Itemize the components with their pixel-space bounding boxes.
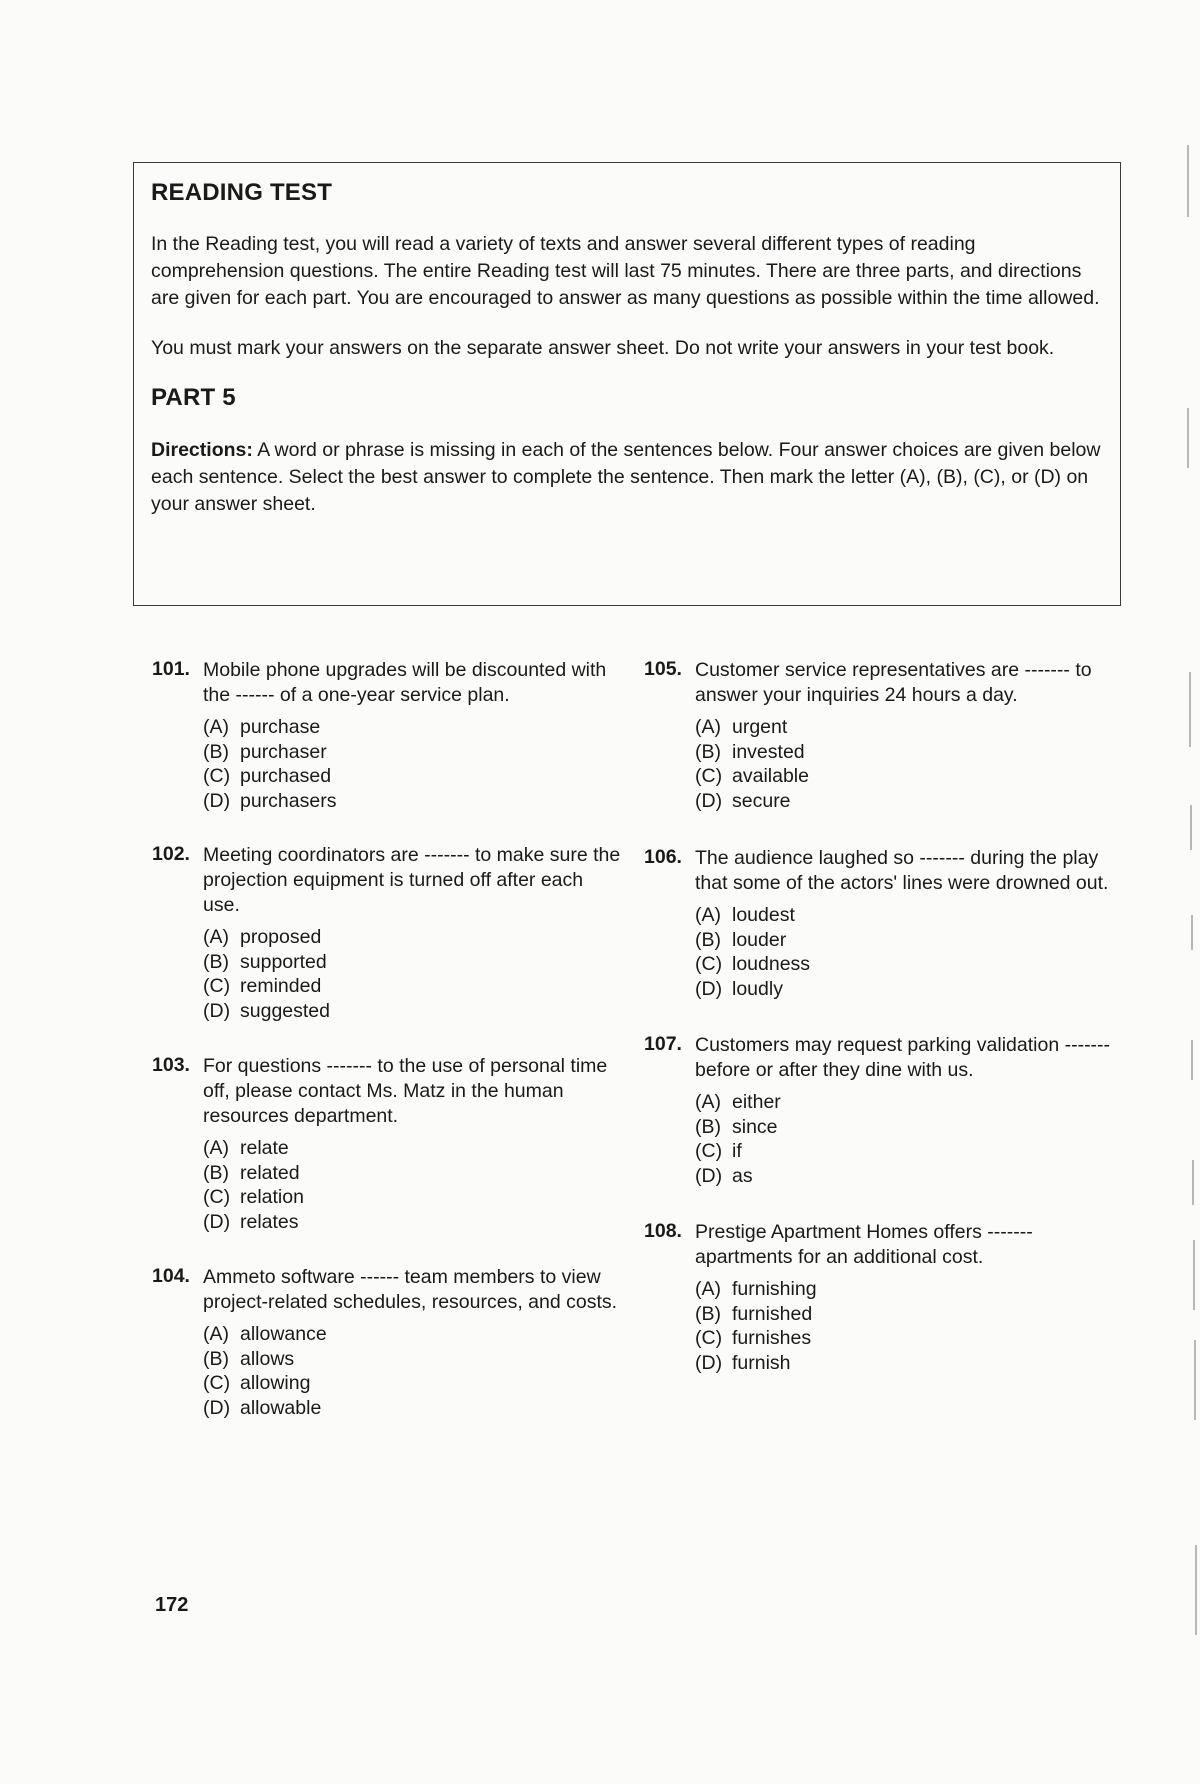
answer-options xyxy=(203,715,622,813)
question-number: 103. xyxy=(152,1054,190,1076)
question-106 xyxy=(644,846,1114,1001)
scan-edge-mark xyxy=(1187,408,1189,468)
answer-option[interactable] xyxy=(695,789,1114,814)
option-letter: (D) xyxy=(695,1351,723,1374)
option-letter: (D) xyxy=(203,789,231,812)
page-number: 172 xyxy=(155,1594,189,1616)
answer-option[interactable] xyxy=(695,952,1114,977)
option-text: purchaser xyxy=(240,740,327,763)
answer-options xyxy=(695,1090,1114,1188)
answer-option[interactable] xyxy=(203,950,622,975)
option-letter: (A) xyxy=(695,716,721,738)
option-letter: (D) xyxy=(203,999,231,1022)
answer-option[interactable] xyxy=(203,1161,622,1186)
option-text: purchase xyxy=(240,716,321,738)
question-number: 102. xyxy=(152,843,190,865)
question-number: 101. xyxy=(152,658,190,680)
answer-option[interactable] xyxy=(695,764,1114,789)
answer-option[interactable] xyxy=(695,1164,1114,1189)
reading-test-intro-box xyxy=(133,162,1121,606)
question-105 xyxy=(644,658,1114,813)
option-text: furnished xyxy=(732,1302,813,1325)
option-letter: (B) xyxy=(695,740,721,763)
answer-option[interactable] xyxy=(203,789,622,814)
option-letter: (B) xyxy=(203,1347,229,1370)
scan-edge-mark xyxy=(1194,1340,1196,1420)
question-stem: For questions ------- to the use of personal time off, please contact Ms. Matz in the human resources department. xyxy=(203,1055,608,1127)
answer-option[interactable] xyxy=(695,903,1114,928)
option-text: proposed xyxy=(240,926,322,948)
option-text: as xyxy=(732,1164,753,1187)
question-stem: Customer service representatives are ------- to answer your inquiries 24 hours a day. xyxy=(695,659,1092,706)
answer-option[interactable] xyxy=(203,999,622,1024)
option-letter: (D) xyxy=(203,1396,231,1419)
question-stem: Prestige Apartment Homes offers ------- apartments for an additional cost. xyxy=(695,1221,1033,1268)
scan-edge-mark xyxy=(1191,1040,1193,1080)
question-number: 108. xyxy=(644,1220,682,1242)
question-stem: The audience laughed so ------- during the play that some of the actors' lines were drowned out. xyxy=(695,847,1109,894)
question-number: 105. xyxy=(644,658,682,680)
question-107 xyxy=(644,1033,1114,1188)
answer-options xyxy=(695,903,1114,1001)
answer-option[interactable] xyxy=(203,1347,622,1372)
option-letter: (B) xyxy=(203,1161,229,1184)
scan-edge-mark xyxy=(1195,1545,1197,1635)
option-letter: (D) xyxy=(695,977,723,1000)
scan-edge-mark xyxy=(1193,1240,1195,1310)
questions-column-right xyxy=(644,658,1114,1375)
option-letter: (D) xyxy=(203,1210,231,1233)
question-number: 104. xyxy=(152,1265,190,1287)
reading-test-title: READING TEST xyxy=(151,179,333,206)
option-text: purchased xyxy=(240,765,332,787)
answer-option[interactable] xyxy=(695,1326,1114,1351)
answer-option[interactable] xyxy=(695,977,1114,1002)
directions-text: A word or phrase is missing in each of the sentences below. Four answer choices are given below each sentence. Select the best answer to complete the sentence. Then mark the letter (A), (B), (C), or (D) on your answer sheet. xyxy=(151,439,1101,515)
answer-sheet-paragraph: You must mark your answers on the separate answer sheet. Do not write your answers in your test book. xyxy=(151,337,1055,359)
option-text: purchasers xyxy=(240,789,337,812)
answer-option[interactable] xyxy=(695,928,1114,953)
option-text: loudness xyxy=(732,953,811,975)
option-letter: (A) xyxy=(203,716,229,738)
option-letter: (A) xyxy=(203,1323,229,1345)
option-text: since xyxy=(732,1115,778,1138)
answer-option[interactable] xyxy=(203,1210,622,1235)
option-letter: (C) xyxy=(695,1327,723,1349)
question-stem: Meeting coordinators are ------- to make sure the projection equipment is turned off after each use. xyxy=(203,844,621,916)
option-text: invested xyxy=(732,740,805,763)
option-text: allowance xyxy=(240,1323,327,1345)
option-letter: (C) xyxy=(695,765,723,787)
scan-edge-mark xyxy=(1189,672,1191,747)
question-102 xyxy=(152,843,622,1023)
option-text: louder xyxy=(732,928,787,951)
answer-option[interactable] xyxy=(203,974,622,999)
question-stem: Mobile phone upgrades will be discounted with the ------ of a one-year service plan. xyxy=(203,659,607,706)
question-104 xyxy=(152,1265,622,1420)
option-letter: (D) xyxy=(695,1164,723,1187)
option-text: relates xyxy=(240,1210,299,1233)
part-title: PART 5 xyxy=(151,384,236,411)
answer-option[interactable] xyxy=(203,715,622,740)
option-letter: (C) xyxy=(203,1372,231,1394)
directions-paragraph xyxy=(151,437,1104,518)
answer-option[interactable] xyxy=(695,715,1114,740)
intro-paragraph: In the Reading test, you will read a variety of texts and answer several different types of reading comprehension questions. The entire Reading test will last 75 minutes. There are three parts, and directions are given for each part. You are encouraged to answer as many questions as possible within the time allowed. xyxy=(151,233,1100,309)
option-text: relate xyxy=(240,1137,289,1159)
option-text: allowing xyxy=(240,1372,311,1394)
option-text: allows xyxy=(240,1347,295,1370)
option-text: related xyxy=(240,1161,300,1184)
question-103 xyxy=(152,1054,622,1234)
option-letter: (B) xyxy=(203,950,229,973)
question-101 xyxy=(152,658,622,813)
option-text: furnishing xyxy=(732,1278,817,1300)
scan-edge-mark xyxy=(1187,145,1189,217)
option-text: loudly xyxy=(732,977,783,1000)
question-108 xyxy=(644,1220,1114,1375)
scan-edge-mark xyxy=(1191,915,1193,950)
option-letter: (C) xyxy=(203,765,231,787)
option-text: relation xyxy=(240,1186,304,1208)
scan-edge-mark xyxy=(1190,805,1192,850)
answer-option[interactable] xyxy=(203,764,622,789)
answer-option[interactable] xyxy=(695,1277,1114,1302)
answer-options xyxy=(695,1277,1114,1375)
answer-option[interactable] xyxy=(203,925,622,950)
option-text: allowable xyxy=(240,1396,322,1419)
option-letter: (C) xyxy=(695,1140,723,1162)
answer-option[interactable] xyxy=(695,740,1114,765)
question-number: 107. xyxy=(644,1033,682,1055)
answer-option[interactable] xyxy=(203,1396,622,1421)
question-stem: Customers may request parking validation ------- before or after they dine with us. xyxy=(695,1034,1111,1081)
option-text: loudest xyxy=(732,904,795,926)
option-letter: (D) xyxy=(695,789,723,812)
answer-option[interactable] xyxy=(203,1136,622,1161)
answer-option[interactable] xyxy=(203,1371,622,1396)
option-text: supported xyxy=(240,950,327,973)
question-stem: Ammeto software ------ team members to view project-related schedules, resources, and costs. xyxy=(203,1266,618,1313)
option-text: suggested xyxy=(240,999,330,1022)
answer-option[interactable] xyxy=(695,1115,1114,1140)
option-text: either xyxy=(732,1091,781,1113)
answer-options xyxy=(695,715,1114,813)
answer-option[interactable] xyxy=(203,1185,622,1210)
option-letter: (A) xyxy=(203,926,229,948)
option-letter: (B) xyxy=(695,928,721,951)
answer-options xyxy=(203,925,622,1023)
option-letter: (B) xyxy=(695,1115,721,1138)
option-text: available xyxy=(732,765,809,787)
answer-option[interactable] xyxy=(695,1139,1114,1164)
option-letter: (C) xyxy=(203,1186,231,1208)
answer-option[interactable] xyxy=(695,1351,1114,1376)
answer-option[interactable] xyxy=(203,740,622,765)
answer-options xyxy=(203,1322,622,1420)
answer-options xyxy=(203,1136,622,1234)
option-text: furnish xyxy=(732,1351,791,1374)
option-letter: (C) xyxy=(203,975,231,997)
scan-edge-mark xyxy=(1192,1160,1194,1205)
option-letter: (A) xyxy=(695,1278,721,1300)
option-text: urgent xyxy=(732,716,788,738)
option-text: reminded xyxy=(240,975,322,997)
option-text: if xyxy=(732,1140,742,1162)
option-letter: (A) xyxy=(695,904,721,926)
option-letter: (B) xyxy=(695,1302,721,1325)
option-text: furnishes xyxy=(732,1327,812,1349)
answer-option[interactable] xyxy=(203,1322,622,1347)
option-text: secure xyxy=(732,789,791,812)
question-number: 106. xyxy=(644,846,682,868)
answer-option[interactable] xyxy=(695,1090,1114,1115)
option-letter: (A) xyxy=(203,1137,229,1159)
answer-option[interactable] xyxy=(695,1302,1114,1327)
option-letter: (B) xyxy=(203,740,229,763)
option-letter: (A) xyxy=(695,1091,721,1113)
option-letter: (C) xyxy=(695,953,723,975)
directions-label: Directions: xyxy=(151,439,253,461)
questions-column-left xyxy=(152,658,622,1420)
